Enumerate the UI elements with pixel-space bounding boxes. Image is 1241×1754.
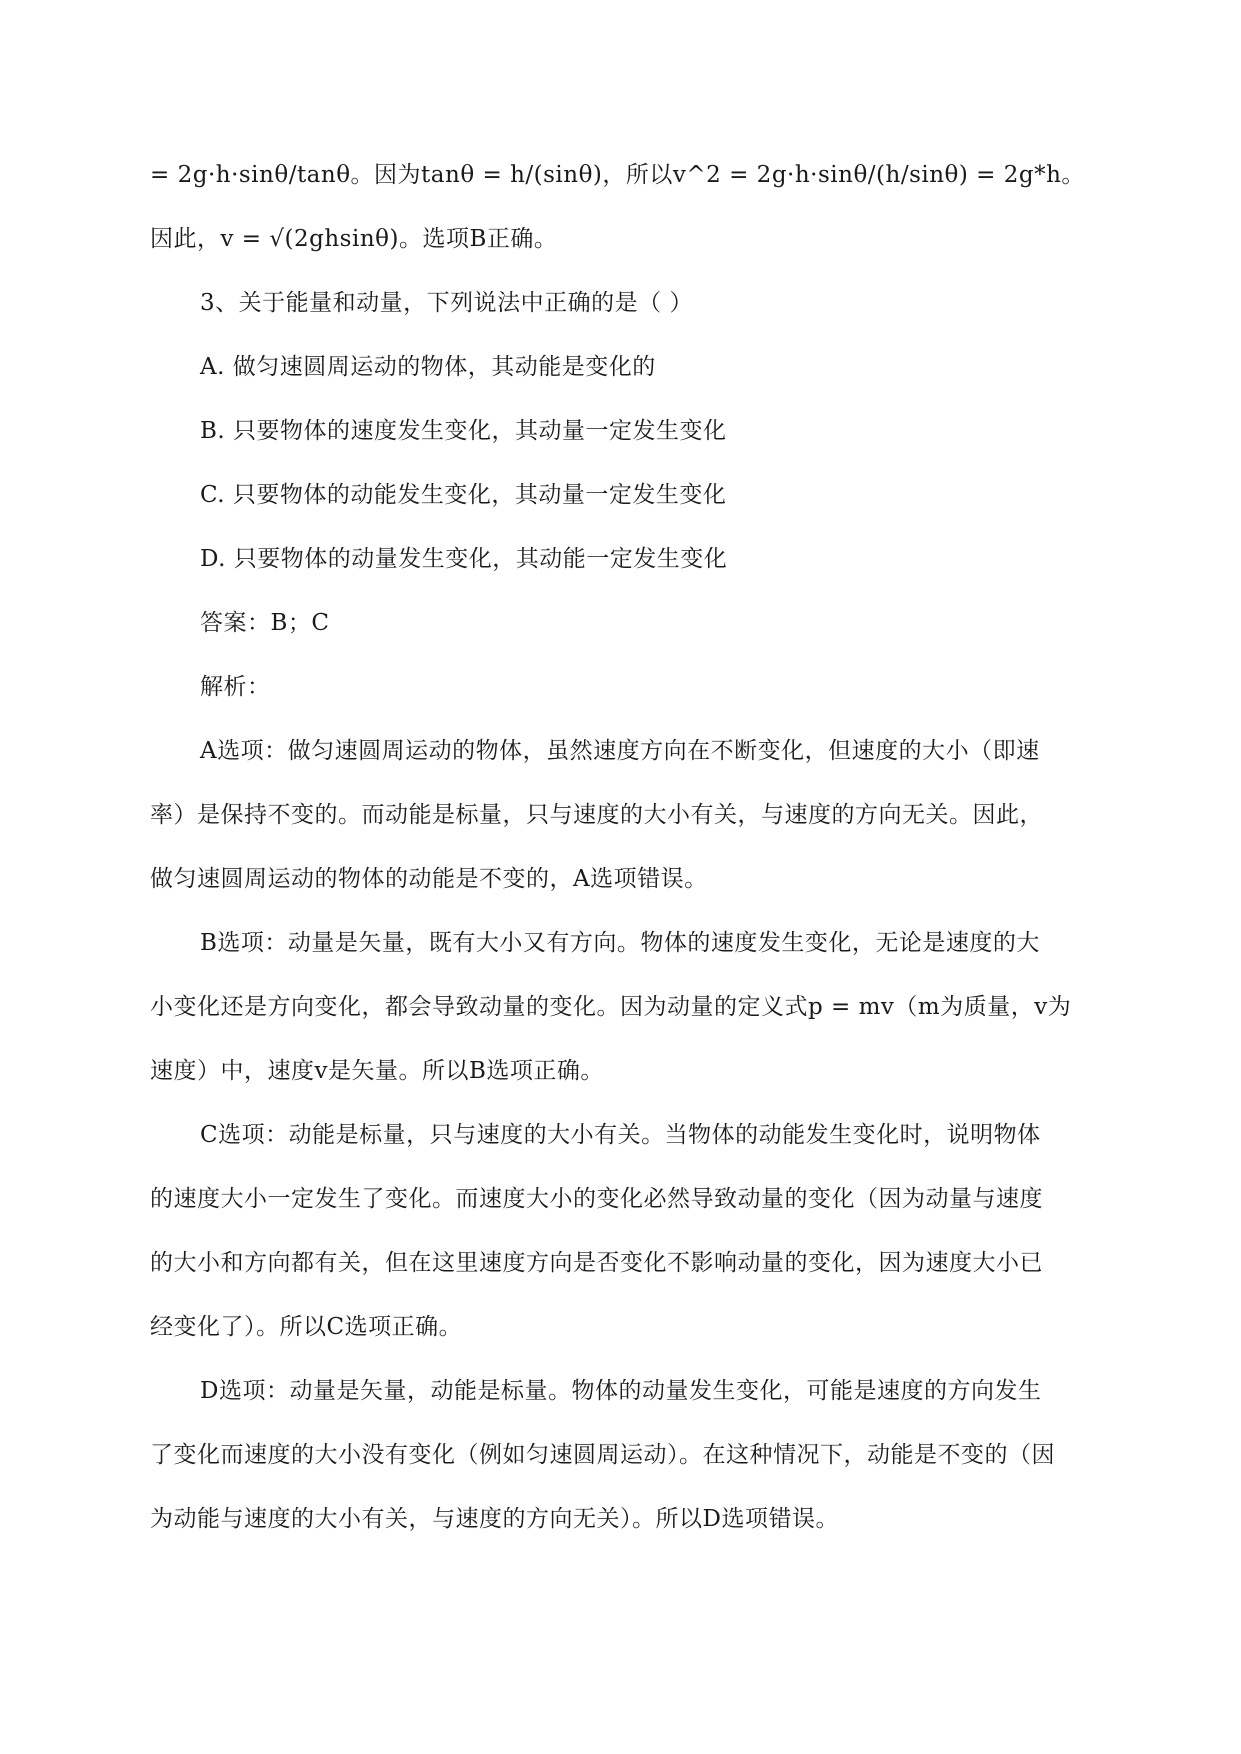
analysis-c-line: C选项：动能是标量，只与速度的大小有关。当物体的动能发生变化时，说明物体: [200, 1122, 1041, 1148]
analysis-a-line: 做匀速圆周运动的物体的动能是不变的，A选项错误。: [150, 866, 708, 892]
option-c: C. 只要物体的动能发生变化，其动量一定发生变化: [200, 482, 727, 508]
analysis-a-line: A选项：做匀速圆周运动的物体，虽然速度方向在不断变化，但速度的大小（即速: [200, 738, 1040, 764]
document-body: [150, 143, 1090, 1551]
analysis-d-line: 了变化而速度的大小没有变化（例如匀速圆周运动）。在这种情况下，动能是不变的（因: [150, 1442, 1055, 1468]
text-line: 因此，v = √(2ghsinθ)。选项B正确。: [150, 226, 558, 252]
analysis-c-line: 的大小和方向都有关，但在这里速度方向是否变化不影响动量的变化，因为速度大小已: [150, 1250, 1043, 1276]
option-a: A. 做匀速圆周运动的物体，其动能是变化的: [200, 354, 656, 380]
analysis-b-line: B选项：动量是矢量，既有大小又有方向。物体的速度发生变化，无论是速度的大: [200, 930, 1040, 956]
analysis-c-line: 的速度大小一定发生了变化。而速度大小的变化必然导致动量的变化（因为动量与速度: [150, 1186, 1043, 1212]
option-b: B. 只要物体的速度发生变化，其动量一定发生变化: [200, 418, 727, 444]
analysis-d-line: D选项：动量是矢量，动能是标量。物体的动量发生变化，可能是速度的方向发生: [200, 1378, 1042, 1404]
question-stem: 3、关于能量和动量，下列说法中正确的是（ ）: [200, 290, 693, 316]
analysis-heading: 解析：: [200, 674, 271, 700]
analysis-a-line: 率）是保持不变的。而动能是标量，只与速度的大小有关，与速度的方向无关。因此，: [150, 802, 1043, 828]
analysis-c-line: 经变化了）。所以C选项正确。: [150, 1314, 463, 1340]
analysis-b-line: 小变化还是方向变化，都会导致动量的变化。因为动量的定义式p = mv（m为质量，v为: [150, 994, 1072, 1020]
answer: 答案：B；C: [200, 610, 330, 636]
text-line: = 2g·h·sinθ/tanθ。因为tanθ = h/(sinθ)，所以v^2 = 2g·h·sinθ/(h/sinθ) = 2g*h。: [150, 162, 1085, 188]
option-d: D. 只要物体的动量发生变化，其动能一定发生变化: [200, 546, 728, 572]
analysis-d-line: 为动能与速度的大小有关，与速度的方向无关）。所以D选项错误。: [150, 1506, 839, 1532]
analysis-b-line: 速度）中，速度v是矢量。所以B选项正确。: [150, 1058, 604, 1084]
